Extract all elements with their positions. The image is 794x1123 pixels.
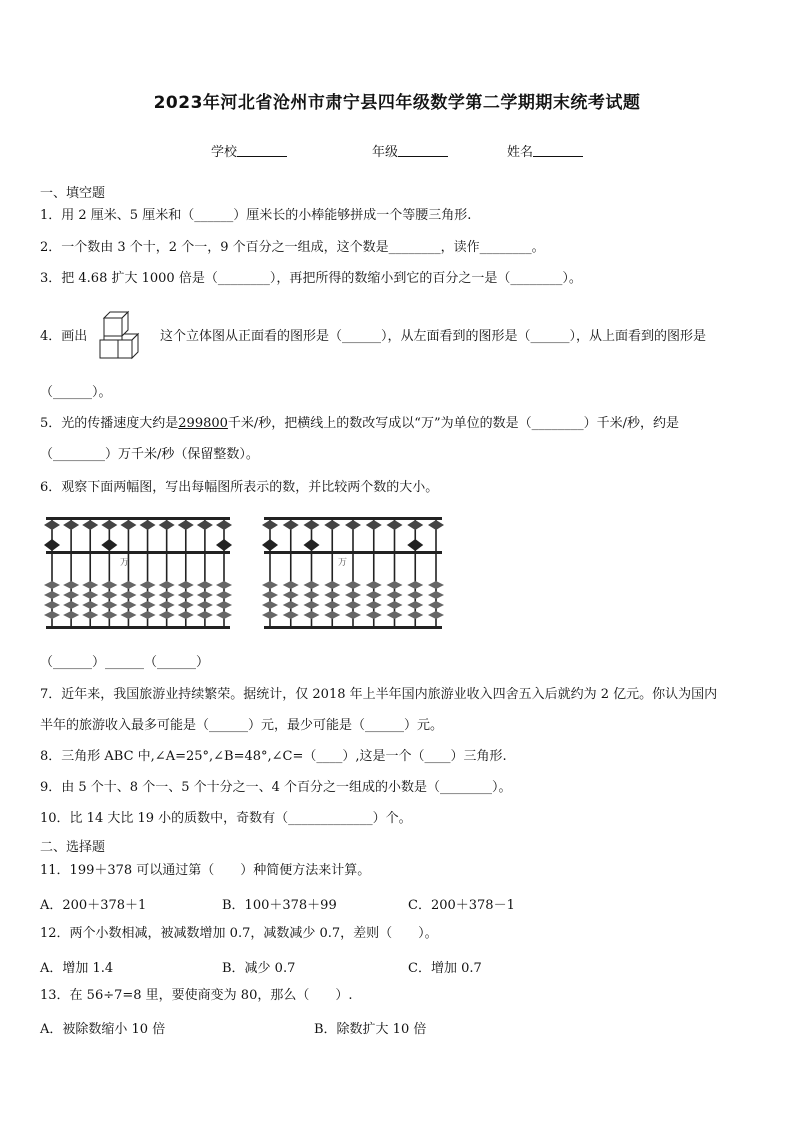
- question-5-continued: （________）万千米/秒（保留整数）。: [40, 447, 259, 462]
- abacus-lower-bead: [262, 611, 278, 619]
- abacus-lower-bead: [428, 591, 444, 599]
- question-5: [40, 415, 754, 433]
- abacus-lower-bead: [324, 611, 340, 619]
- abacus-upper-bead: [159, 520, 175, 530]
- abacus-upper-bead: [262, 520, 278, 530]
- abacus-lower-bead: [428, 611, 444, 619]
- abacus-counted-bead: [216, 539, 232, 551]
- question-12-option-a: A．增加 1.4: [40, 961, 114, 976]
- abacus-lower-bead: [178, 611, 194, 619]
- abacus-lower-bead: [366, 591, 382, 599]
- abacus-upper-bead: [304, 520, 320, 530]
- grade-field: [372, 141, 448, 160]
- abacus-lower-bead: [120, 611, 136, 619]
- abacus-lower-bead: [387, 581, 403, 589]
- name-blank: [533, 144, 583, 157]
- abacus-lower-bead: [345, 601, 361, 609]
- abacus-upper-bead: [197, 520, 213, 530]
- abacus-lower-bead: [197, 611, 213, 619]
- abacus-lower-bead: [140, 611, 156, 619]
- abacus-lower-bead: [82, 611, 98, 619]
- page-title: 2023年河北省沧州市肃宁县四年级数学第二学期期末统考试题: [153, 93, 641, 113]
- abacus-lower-bead: [197, 601, 213, 609]
- abacus-upper-bead: [120, 520, 136, 530]
- question-12-option-b: B．减少 0.7: [222, 961, 296, 976]
- abacus-lower-bead: [140, 601, 156, 609]
- abacus-lower-bead: [140, 591, 156, 599]
- abacus-lower-bead: [345, 581, 361, 589]
- abacus-lower-bead: [345, 591, 361, 599]
- abacus-right: [262, 513, 444, 633]
- question-11: 11．199＋378 可以通过第（ ）种简便方法来计算。: [40, 863, 371, 878]
- abacus-lower-bead: [407, 601, 423, 609]
- abacus-counted-bead: [44, 539, 60, 551]
- abacus-lower-bead: [407, 581, 423, 589]
- abacus-upper-bead: [428, 520, 444, 530]
- abacus-lower-bead: [159, 611, 175, 619]
- school-label: 学校: [211, 145, 238, 160]
- abacus-left: [44, 513, 232, 633]
- question-13-option-a: A．被除数缩小 10 倍: [40, 1022, 166, 1037]
- abacus-lower-bead: [216, 611, 232, 619]
- abacus-lower-bead: [159, 601, 175, 609]
- abacus-lower-bead: [178, 591, 194, 599]
- abacus-lower-bead: [101, 601, 117, 609]
- question-4-text: 这个立体图从正面看的图形是（______），从左面看到的图形是（______），从上面看到的图形是: [160, 329, 707, 344]
- abacus-lower-bead: [304, 591, 320, 599]
- abacus-lower-bead: [216, 601, 232, 609]
- school-field: [211, 141, 287, 160]
- abacus-right-marker: 万: [338, 558, 348, 568]
- abacus-lower-bead: [216, 591, 232, 599]
- abacus-lower-bead: [197, 581, 213, 589]
- question-6: 6．观察下面两幅图，写出每幅图所表示的数，并比较两个数的大小。: [40, 480, 439, 495]
- abacus-lower-bead: [262, 581, 278, 589]
- abacus-lower-bead: [197, 591, 213, 599]
- abacus-lower-bead: [324, 601, 340, 609]
- abacus-upper-bead: [63, 520, 79, 530]
- abacus-lower-bead: [283, 611, 299, 619]
- abacus-upper-bead: [82, 520, 98, 530]
- question-13-option-b: B．除数扩大 10 倍: [314, 1022, 427, 1037]
- abacus-lower-bead: [387, 601, 403, 609]
- abacus-lower-bead: [120, 581, 136, 589]
- question-8: 8．三角形 ABC 中,∠A=25°,∠B=48°,∠C=（____）,这是一个（____）三角形.: [40, 749, 507, 764]
- abacus-upper-bead: [140, 520, 156, 530]
- question-10: 10．比 14 大比 19 小的质数中，奇数有（_____________）个。: [40, 811, 412, 826]
- abacus-lower-bead: [178, 581, 194, 589]
- abacus-lower-bead: [44, 601, 60, 609]
- abacus-lower-bead: [324, 581, 340, 589]
- section-fill-heading: 一、填空题: [40, 186, 106, 201]
- abacus-lower-bead: [63, 611, 79, 619]
- abacus-lower-bead: [140, 581, 156, 589]
- abacus-lower-bead: [283, 601, 299, 609]
- question-5-suffix: 千米/秒，把横线上的数改写成以“万”为单位的数是（________）千米/秒，约是: [227, 416, 679, 431]
- abacus-lower-bead: [120, 591, 136, 599]
- abacus-lower-bead: [63, 581, 79, 589]
- section-choice-heading: 二、选择题: [40, 840, 106, 855]
- question-11-option-a: A．200＋378＋1: [40, 898, 147, 913]
- abacus-lower-bead: [283, 591, 299, 599]
- abacus-upper-bead: [44, 520, 60, 530]
- question-1: 1．用 2 厘米、5 厘米和（______）厘米长的小棒能够拼成一个等腰三角形.: [40, 208, 472, 223]
- question-7: 7．近年来，我国旅游业持续繁荣。据统计，仅 2018 年上半年国内旅游业收入四舍五入后就约为 2 亿元。你认为国内: [40, 687, 718, 702]
- abacus-lower-bead: [101, 611, 117, 619]
- abacus-lower-bead: [44, 591, 60, 599]
- question-9: 9．由 5 个十、8 个一、5 个十分之一、4 个百分之一组成的小数是（________）。: [40, 780, 512, 795]
- abacus-upper-bead: [407, 520, 423, 530]
- abacus-lower-bead: [304, 601, 320, 609]
- abacus-lower-bead: [101, 591, 117, 599]
- abacus-lower-bead: [82, 591, 98, 599]
- question-12-option-c: C．增加 0.7: [408, 961, 482, 976]
- abacus-lower-bead: [428, 581, 444, 589]
- question-11-option-b: B．100＋378＋99: [222, 898, 337, 913]
- grade-blank: [398, 144, 448, 157]
- abacus-lower-bead: [283, 581, 299, 589]
- abacus-lower-bead: [178, 601, 194, 609]
- abacus-lower-bead: [101, 581, 117, 589]
- abacus-upper-bead: [101, 520, 117, 530]
- abacus-left-marker: 万: [120, 558, 130, 568]
- abacus-lower-bead: [216, 581, 232, 589]
- question-4-continued: （______）。: [40, 385, 112, 400]
- abacus-lower-bead: [262, 591, 278, 599]
- abacus-counted-bead: [262, 539, 278, 551]
- abacus-counted-bead: [304, 539, 320, 551]
- abacus-lower-bead: [262, 601, 278, 609]
- question-2: 2．一个数由 3 个十，2 个一，9 个百分之一组成，这个数是________，读作________。: [40, 240, 545, 255]
- abacus-lower-bead: [366, 601, 382, 609]
- name-label: 姓名: [507, 145, 534, 160]
- abacus-lower-bead: [387, 611, 403, 619]
- abacus-upper-bead: [283, 520, 299, 530]
- abacus-lower-bead: [428, 601, 444, 609]
- abacus-lower-bead: [387, 591, 403, 599]
- question-12: 12．两个小数相减，被减数增加 0.7，减数减少 0.7，差则（ ）。: [40, 926, 438, 941]
- grade-label: 年级: [372, 145, 399, 160]
- cube-figure: [98, 310, 140, 366]
- question-3: 3．把 4.68 扩大 1000 倍是（________），再把所得的数缩小到它的百分之一是（________）。: [40, 271, 582, 286]
- abacus-lower-bead: [159, 581, 175, 589]
- question-5-number: 299800: [178, 416, 228, 431]
- abacus-lower-bead: [82, 601, 98, 609]
- question-11-option-c: C．200＋378－1: [408, 898, 515, 913]
- abacus-lower-bead: [120, 601, 136, 609]
- abacus-lower-bead: [304, 581, 320, 589]
- question-7-continued: 半年的旅游收入最多可能是（______）元，最少可能是（______）元。: [40, 718, 444, 733]
- school-blank: [237, 144, 287, 157]
- abacus-lower-bead: [159, 591, 175, 599]
- question-5-prefix: 5．光的传播速度大约是: [40, 416, 179, 431]
- abacus-upper-bead: [216, 520, 232, 530]
- abacus-lower-bead: [44, 611, 60, 619]
- abacus-lower-bead: [304, 611, 320, 619]
- abacus-upper-bead: [345, 520, 361, 530]
- abacus-counted-bead: [407, 539, 423, 551]
- question-6-answer: （______）______（______）: [40, 655, 210, 670]
- abacus-lower-bead: [63, 591, 79, 599]
- abacus-lower-bead: [345, 611, 361, 619]
- abacus-lower-bead: [63, 601, 79, 609]
- abacus-upper-bead: [178, 520, 194, 530]
- abacus-lower-bead: [366, 611, 382, 619]
- abacus-lower-bead: [407, 591, 423, 599]
- abacus-lower-bead: [82, 581, 98, 589]
- abacus-upper-bead: [387, 520, 403, 530]
- question-13: 13．在 56÷7=8 里，要使商变为 80，那么（ ）.: [40, 988, 353, 1003]
- abacus-counted-bead: [101, 539, 117, 551]
- name-field: [507, 141, 583, 160]
- abacus-upper-bead: [324, 520, 340, 530]
- abacus-lower-bead: [44, 581, 60, 589]
- abacus-lower-bead: [407, 611, 423, 619]
- abacus-lower-bead: [366, 581, 382, 589]
- question-4-prefix: 4．画出: [40, 329, 88, 344]
- abacus-lower-bead: [324, 591, 340, 599]
- abacus-upper-bead: [366, 520, 382, 530]
